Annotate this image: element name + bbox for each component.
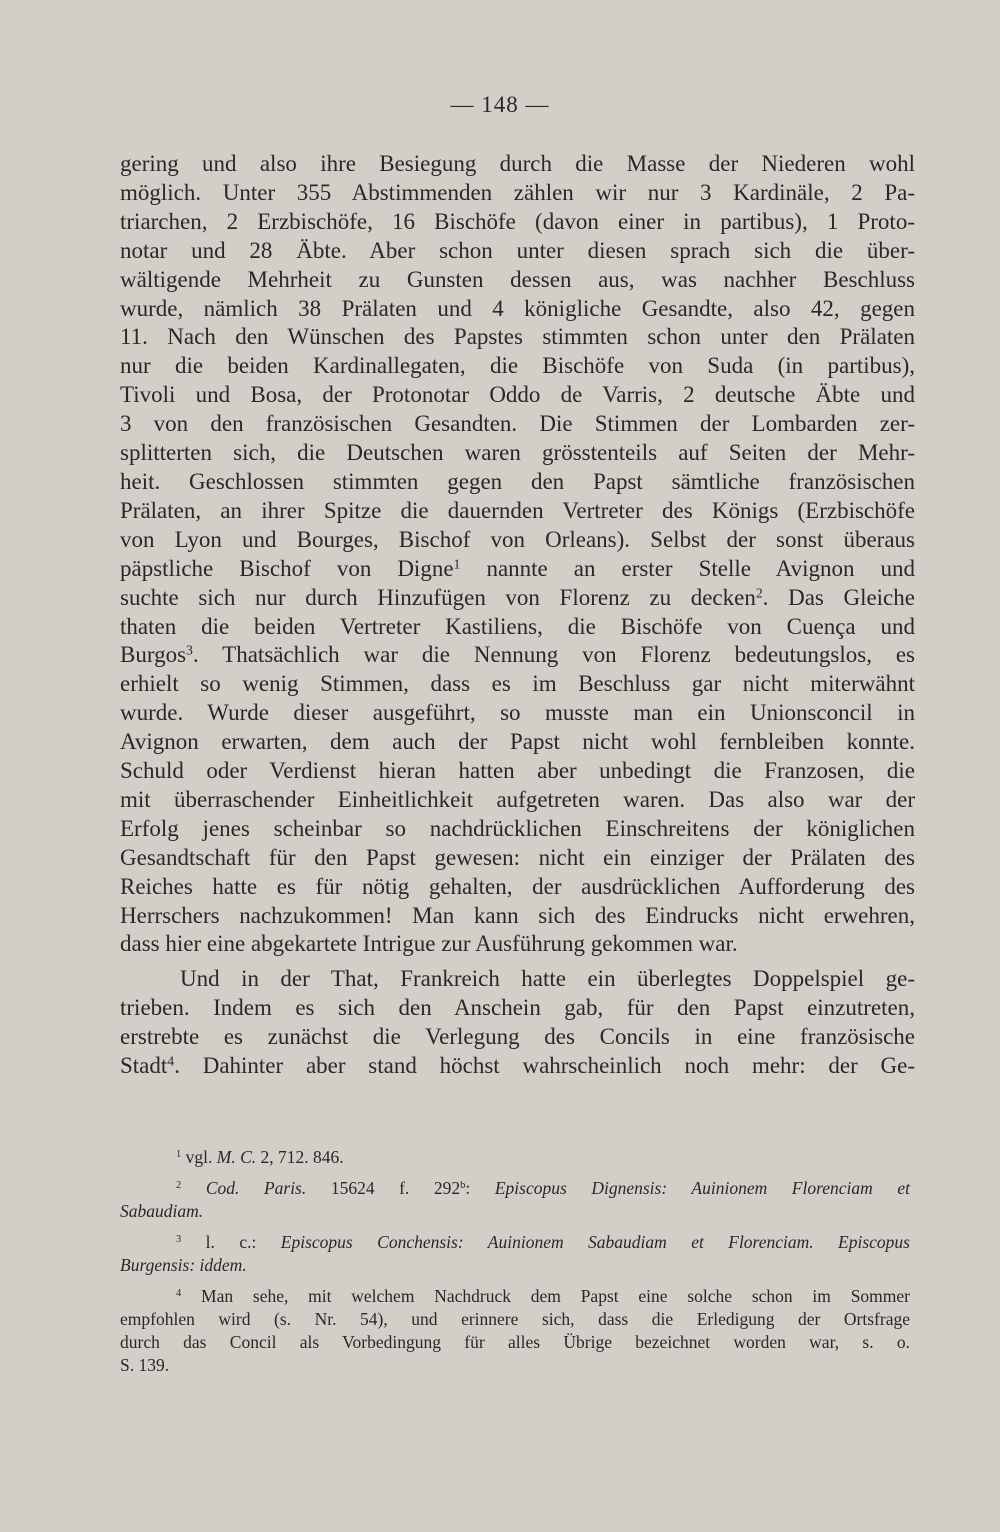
body-text-segment: nannte an erster Stelle Avignon und — [460, 555, 915, 581]
body-text-segment: suchte sich nur durch Hinzufügen von Florenz zu decken — [120, 584, 756, 610]
body-text-segment: Burgos — [120, 642, 187, 668]
body-line: heit. Geschlossen stimmten gegen den Papst sämtliche französischen — [120, 468, 915, 494]
body-text-segment: Stadt — [120, 1053, 168, 1079]
body-text-segment: päpstliche Bischof von Digne — [120, 555, 454, 581]
footnote-mark: 2 — [176, 1180, 182, 1192]
body-text — [120, 150, 915, 1081]
footnote-text: l. c.: — [181, 1232, 281, 1252]
footnote-1 — [120, 1146, 910, 1169]
body-line: Erfolg jenes scheinbar so nachdrücklichen Einschreitens der königlichen — [120, 815, 915, 841]
footnote-text: vgl. — [181, 1147, 217, 1167]
footnote-ref[interactable]: 4 — [167, 1053, 175, 1069]
footnote-italic: Sabaudiam. — [120, 1201, 204, 1221]
footnote-ref[interactable]: 2 — [755, 585, 763, 601]
body-line — [120, 641, 915, 670]
footnote-line — [120, 1200, 910, 1223]
body-line: Herrschers nachzukommen! Man kann sich des Eindrucks nicht erwehren, — [120, 902, 915, 928]
body-line: Avignon erwarten, dem auch der Papst nicht wohl fernbleiben konnte. — [120, 729, 915, 755]
body-line: splitterten sich, die Deutschen waren grösstenteils auf Seiten der Mehr- — [120, 440, 915, 466]
footnote-italic: Episcopus Conchensis: Auinionem Sabaudiam et Florenciam. Episcopus — [280, 1232, 910, 1252]
body-line — [120, 555, 915, 584]
footnote-ref[interactable]: 3 — [186, 642, 193, 658]
footnote-italic: Episcopus Dignensis: Auinionem Florenciam et — [494, 1178, 911, 1198]
body-line: erhielt so wenig Stimmen, dass es im Beschluss gar nicht miterwähnt — [120, 671, 915, 697]
footnote-3 — [120, 1231, 910, 1277]
footnote-text: Man sehe, mit welchem Nachdruck dem Papst eine solche schon im Sommer — [181, 1286, 910, 1306]
body-line: Prälaten, an ihrer Spitze die dauernden Vertreter des Königs (Erzbischöfe — [120, 497, 915, 523]
body-line: thaten die beiden Vertreter Kastiliens, die Bischöfe von Cuença und — [120, 613, 915, 639]
body-line — [120, 584, 915, 613]
footnote-line — [120, 1177, 910, 1200]
body-line: erstrebte es zunächst die Verlegung des Concils in eine französische — [120, 1024, 915, 1050]
body-line: notar und 28 Äbte. Aber schon unter diesen sprach sich die über- — [120, 237, 915, 263]
footnote-line — [120, 1231, 910, 1254]
body-text-segment: . Dahinter aber stand höchst wahrscheinlich noch mehr: der Ge- — [174, 1053, 915, 1079]
footnote-text: 2, 712. 846. — [256, 1147, 344, 1167]
footnote-line: S. 139. — [120, 1355, 170, 1375]
footnote-mark: 4 — [176, 1288, 182, 1300]
body-text-segment: . Thatsächlich war die Nennung von Florenz bedeutungslos, es — [192, 642, 915, 668]
footnote-sup: b — [460, 1180, 466, 1192]
body-line: Und in der That, Frankreich hatte ein überlegtes Doppelspiel ge- — [180, 966, 915, 992]
body-line: gering und also ihre Besiegung durch die Masse der Niederen wohl — [120, 151, 915, 176]
footnotes — [120, 1146, 910, 1385]
page-number: — 148 — — [450, 92, 550, 117]
footnote-text: : — [465, 1178, 495, 1198]
body-line: 11. Nach den Wünschen des Papstes stimmten schon unter den Prälaten — [120, 324, 915, 350]
footnote-mark: 3 — [176, 1234, 182, 1246]
body-line: 3 von den französischen Gesandten. Die Stimmen der Lombarden zer- — [120, 411, 915, 437]
body-line: dass hier eine abgekartete Intrigue zur Ausführung gekommen war. — [120, 931, 738, 957]
body-text-segment: . Das Gleiche — [762, 584, 915, 610]
footnote-line: durch das Concil als Vorbedingung für alles Übrige bezeichnet worden war, s. o. — [120, 1332, 910, 1352]
footnote-italic: Burgensis: iddem. — [120, 1255, 247, 1275]
body-line: möglich. Unter 355 Abstimmenden zählen wir nur 3 Kardinäle, 2 Pa- — [120, 179, 915, 205]
body-line: nur die beiden Kardinallegaten, die Bischöfe von Suda (in partibus), — [120, 353, 915, 379]
body-line: triarchen, 2 Erzbischöfe, 16 Bischöfe (davon einer in partibus), 1 Proto- — [120, 208, 915, 234]
body-line: mit überraschender Einheitlichkeit aufgetreten waren. Das also war der — [120, 786, 915, 812]
footnote-text: 15624 f. 292 — [306, 1178, 461, 1198]
body-line: Reiches hatte es für nötig gehalten, der ausdrücklichen Aufforderung des — [120, 873, 915, 899]
footnote-line — [120, 1285, 910, 1308]
body-line: Tivoli und Bosa, der Protonotar Oddo de Varris, 2 deutsche Äbte und — [120, 382, 915, 408]
body-line: Gesandtschaft für den Papst gewesen: nicht ein einziger der Prälaten des — [120, 844, 915, 870]
footnote-italic: M. C. — [216, 1147, 257, 1167]
footnote-line: empfohlen wird (s. Nr. 54), und erinnere sich, dass die Erledigung der Ortsfrage — [120, 1309, 910, 1329]
footnote-italic: Cod. Paris. — [205, 1178, 307, 1198]
body-line: wurde. Wurde dieser ausgeführt, so musste man ein Unionsconcil in — [120, 700, 915, 726]
body-line: trieben. Indem es sich den Anschein gab, für den Papst einzutreten, — [120, 995, 915, 1021]
body-line — [120, 1052, 915, 1081]
footnote-ref[interactable]: 1 — [453, 556, 461, 572]
body-line: wältigende Mehrheit zu Gunsten dessen aus, was nachher Beschluss — [120, 266, 915, 292]
body-line: Schuld oder Verdienst hieran hatten aber unbedingt die Franzosen, die — [120, 758, 915, 784]
footnote-line — [120, 1254, 910, 1277]
body-line: von Lyon und Bourges, Bischof von Orleans). Selbst der sonst überaus — [120, 526, 915, 552]
body-line: wurde, nämlich 38 Prälaten und 4 königliche Gesandte, also 42, gegen — [120, 295, 915, 321]
footnote-mark: 1 — [176, 1149, 182, 1161]
footnote-2 — [120, 1177, 910, 1223]
footnote-4 — [120, 1285, 910, 1377]
footnote-line — [120, 1146, 910, 1169]
